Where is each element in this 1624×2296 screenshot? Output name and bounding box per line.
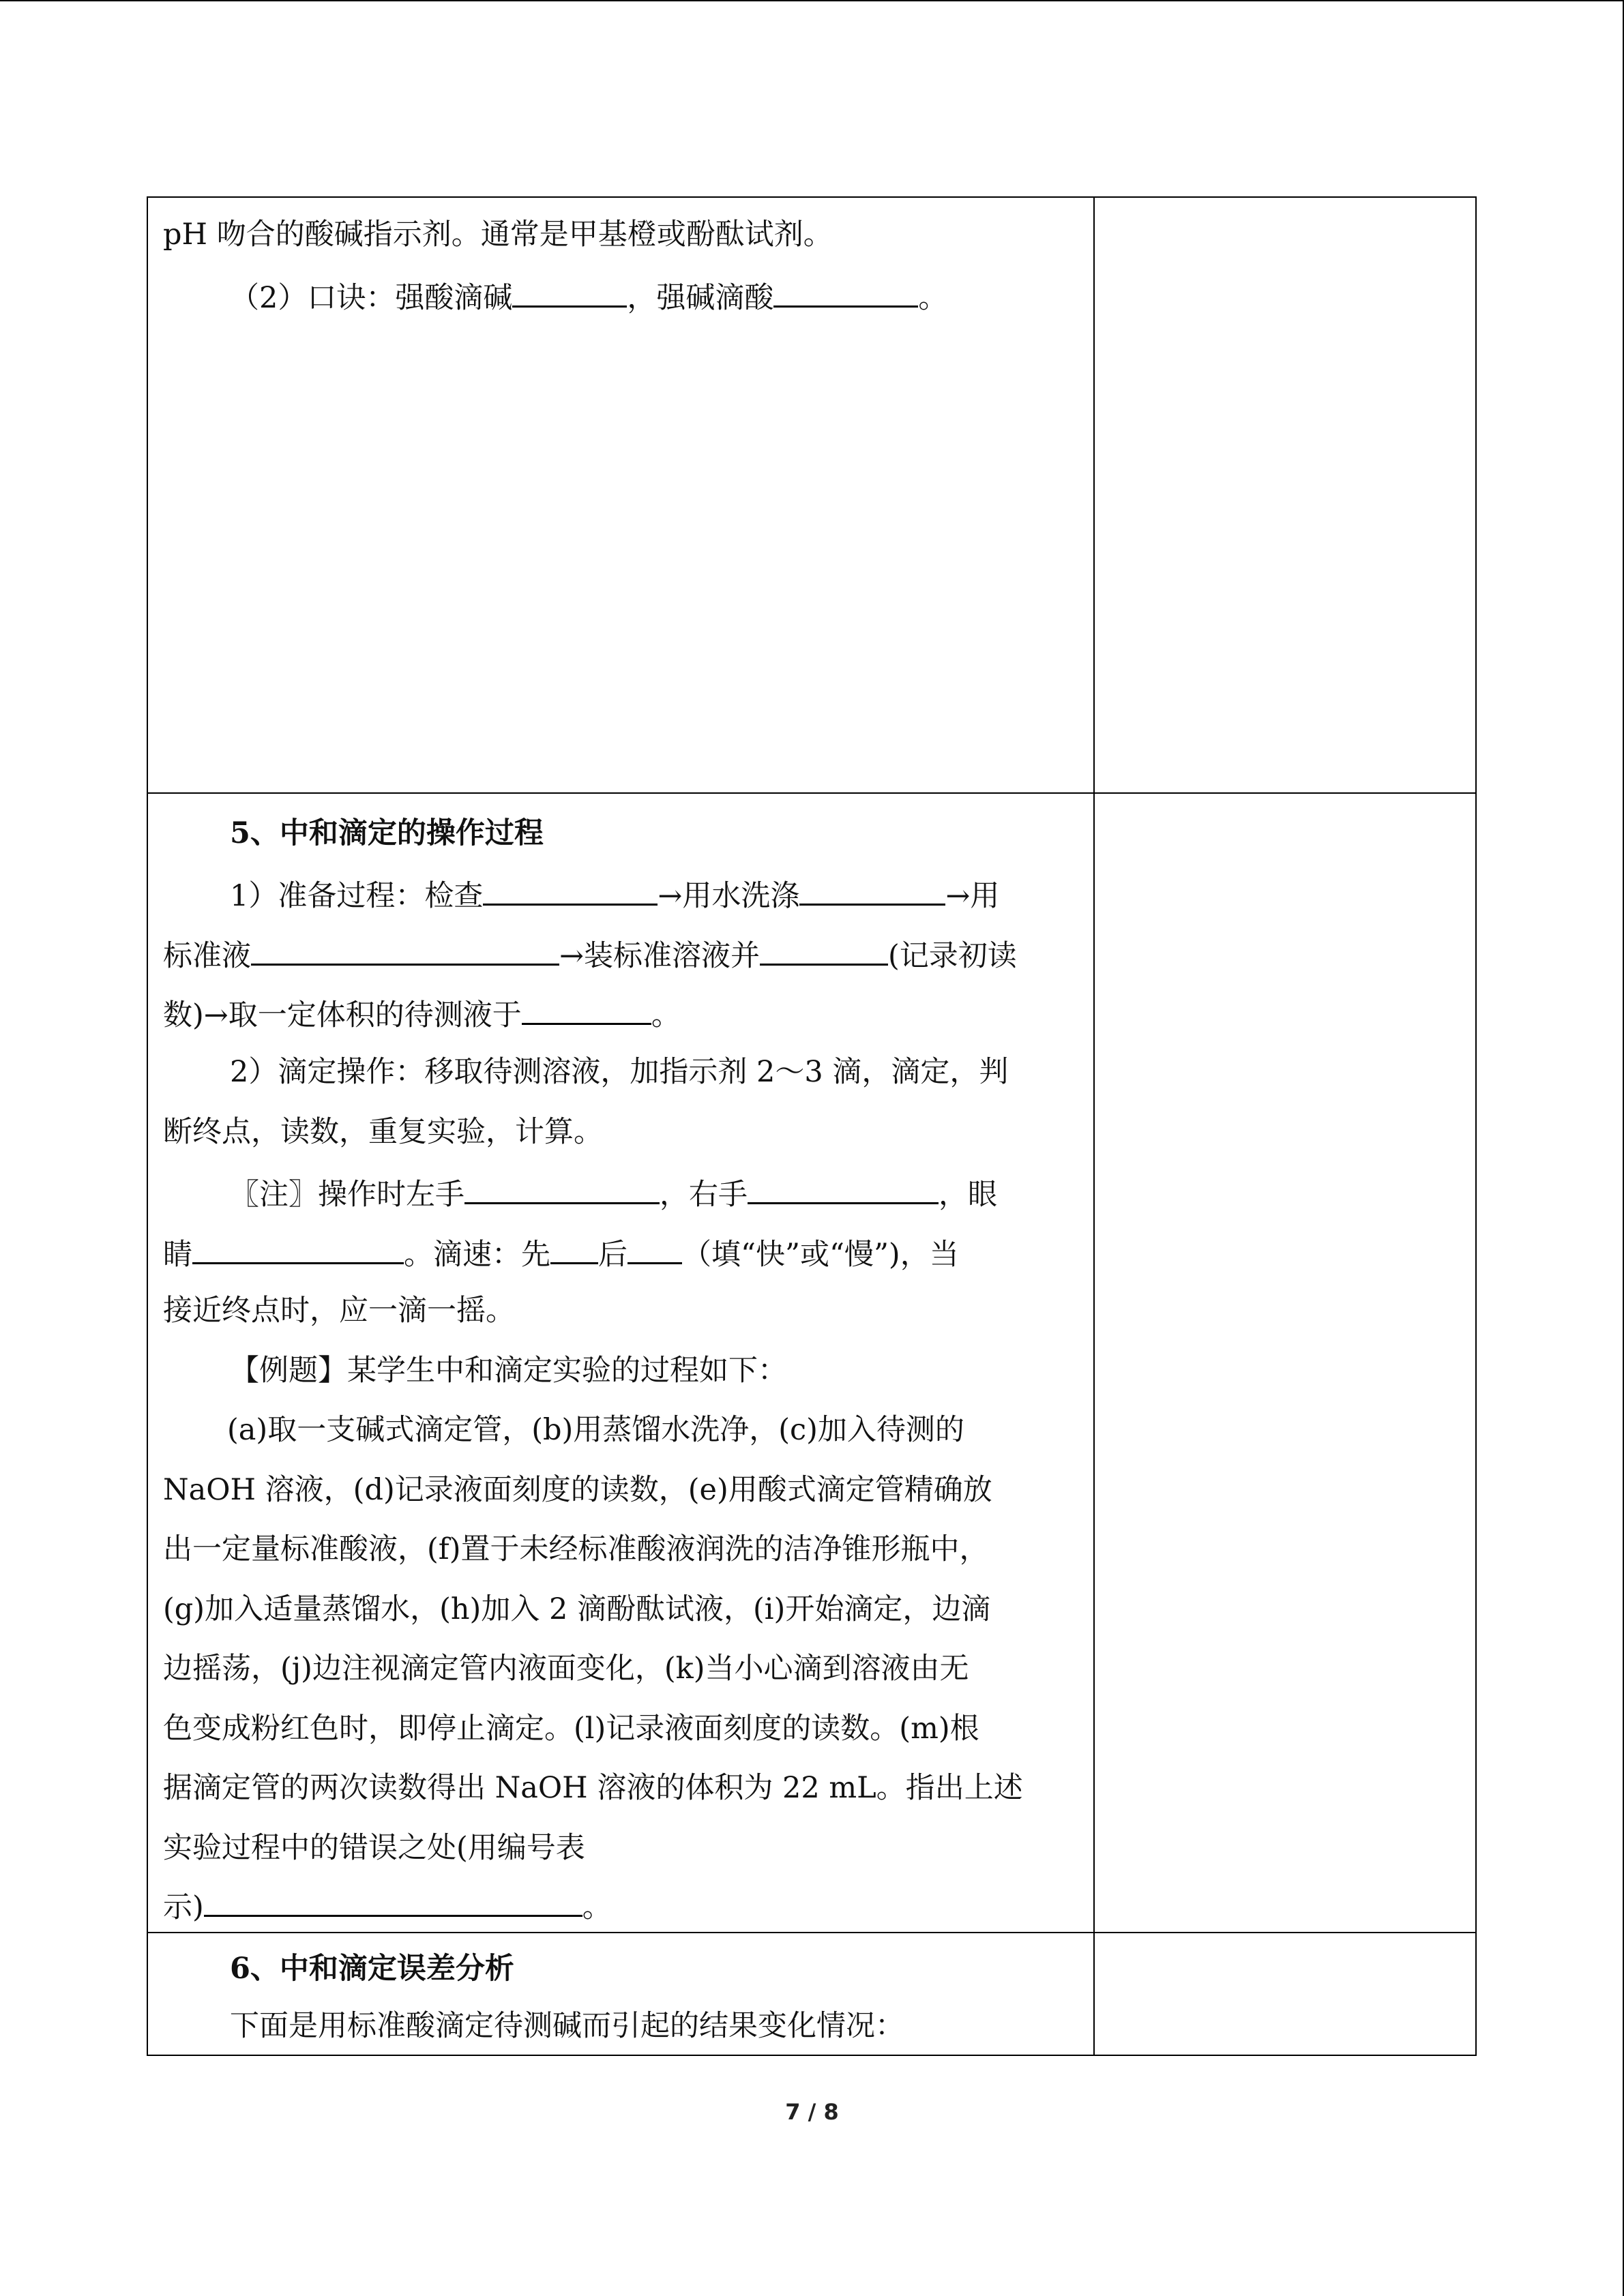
blank-check[interactable] [483, 872, 658, 906]
note-line-2: 睛 。滴速：先 后 （填“快”或“慢”)，当 [163, 1231, 959, 1275]
example-line: 据滴定管的两次读数得出 NaOH 溶液的体积为 22 mL。指出上述 [163, 1771, 1023, 1805]
example-line: 出一定量标准酸液，(f)置于未经标准酸液润洗的洁净锥形瓶中， [163, 1532, 989, 1566]
example-heading: 【例题】某学生中和滴定实验的过程如下： [230, 1354, 787, 1388]
text-line: pH 吻合的酸碱指示剂。通常是甲基橙或酚酞试剂。 [163, 218, 833, 252]
section-heading: 6、中和滴定误差分析 [230, 1952, 514, 1986]
page-edge-top [0, 0, 1624, 1]
blank-speed-first[interactable] [550, 1231, 598, 1264]
blank-container[interactable] [522, 992, 651, 1025]
prep-line-3: 数)→取一定体积的待测液于 。 [163, 992, 681, 1036]
example-line: 实验过程中的错误之处(用编号表 [163, 1831, 585, 1865]
blank-rinse[interactable] [251, 932, 559, 966]
content-cell [147, 792, 1095, 1933]
example-line: 色变成粉红色时，即停止滴定。(l)记录液面刻度的读数。(m)根 [163, 1712, 979, 1746]
blank-left-hand[interactable] [464, 1171, 660, 1204]
example-line: (a)取一支碱式滴定管，(b)用蒸馏水洗净，(c)加入待测的 [227, 1413, 964, 1447]
titration-line-2: 断终点，读数，重复实验，计算。 [163, 1115, 603, 1149]
page-number: 7 / 8 [785, 2099, 839, 2125]
blank-wash[interactable] [799, 872, 945, 906]
blank-errors-answer[interactable] [204, 1883, 582, 1917]
note-line-1: 〖注〗操作时左手 ，右手 ，眼 [230, 1171, 997, 1215]
text-line: 下面是用标准酸滴定待测碱而引起的结果变化情况： [230, 2009, 904, 2043]
blank-strong-base[interactable] [773, 274, 918, 308]
notes-cell [1093, 1932, 1477, 2056]
prep-line-2: 标准液 →装标准溶液并 (记录初读 [163, 932, 1017, 976]
example-answer-line: 示) 。 [163, 1883, 612, 1928]
note-line-3: 接近终点时，应一滴一摇。 [163, 1294, 515, 1328]
blank-strong-acid[interactable] [512, 274, 627, 308]
titration-line-1: 2）滴定操作：移取待测溶液，加指示剂 2～3 滴，滴定，判 [230, 1055, 1009, 1089]
table-row-section5 [147, 792, 1477, 1933]
notes-cell [1093, 196, 1477, 794]
example-line: (g)加入适量蒸馏水，(h)加入 2 滴酚酞试液，(i)开始滴定，边滴 [163, 1592, 991, 1626]
example-line: 边摇荡，(j)边注视滴定管内液面变化，(k)当小心滴到溶液由无 [163, 1652, 969, 1686]
blank-speed-later[interactable] [628, 1231, 682, 1264]
blank-fill[interactable] [760, 932, 888, 966]
content-cell [147, 196, 1095, 794]
mnemonic-line: （2）口诀：强酸滴碱 ，强碱滴酸 。 [230, 274, 947, 318]
table-row-section6 [147, 1932, 1477, 2056]
blank-eyes[interactable] [192, 1231, 404, 1264]
notes-cell [1093, 792, 1477, 1933]
section-heading: 5、中和滴定的操作过程 [230, 816, 544, 850]
table-row-continued [147, 196, 1477, 794]
example-line: NaOH 溶液，(d)记录液面刻度的读数，(e)用酸式滴定管精确放 [163, 1473, 992, 1507]
prep-line-1: 1）准备过程：检查 →用水洗涤 →用 [230, 872, 999, 916]
content-cell [147, 1932, 1095, 2056]
blank-right-hand[interactable] [748, 1171, 939, 1204]
